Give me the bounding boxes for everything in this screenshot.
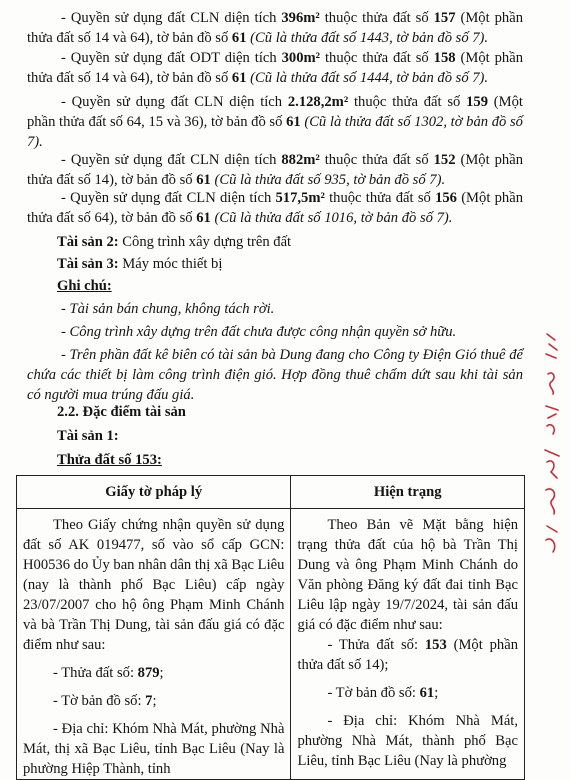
legal-status-table xyxy=(16,475,525,780)
status-parcel-line xyxy=(297,635,518,675)
right-map: 61 xyxy=(286,114,301,130)
right-text: thuộc thửa đất số xyxy=(319,10,434,26)
legal-map-line: - Tờ bản đồ số: 7; xyxy=(53,693,157,709)
section-title xyxy=(57,402,186,422)
right-text: - Quyền sử dụng đất CLN diện tích xyxy=(61,190,276,206)
asset-2-line xyxy=(57,232,291,252)
right-parcel: 156 xyxy=(435,190,457,206)
right-text: thuộc thửa đất số xyxy=(348,94,467,110)
right-text: thuộc thửa đất số xyxy=(324,190,436,206)
right-note: (Cũ là thửa đất số 1443, tờ bản đồ số 7). xyxy=(246,30,489,46)
red-stamp-mark xyxy=(541,330,563,556)
right-text: (Một phần thửa đất số 64, 15 và 36), tờ bản đồ số xyxy=(27,94,523,130)
table-row xyxy=(17,509,525,780)
right-text: thuộc thửa đất số xyxy=(319,152,434,168)
legal-map-label: - Tờ bản đồ số: xyxy=(53,693,146,709)
right-area: 396m² xyxy=(281,10,320,26)
right-area: 300m² xyxy=(281,50,321,66)
parcel-heading xyxy=(57,450,162,470)
column-header-current-status: Hiện trạng xyxy=(291,476,525,509)
right-text: thuộc thửa đất số xyxy=(320,50,434,66)
parcel-heading-text: Thửa đất số 153: xyxy=(57,452,162,468)
right-note: (Cũ là thửa đất số 1444, tờ bản đồ số 7). xyxy=(246,70,489,86)
right-text: - Quyền sử dụng đất CLN diện tích xyxy=(61,152,282,168)
right-text: (Một phần thửa đất số 14), tờ bản đồ số xyxy=(27,152,523,188)
right-parcel: 158 xyxy=(433,50,456,66)
current-status-cell xyxy=(291,509,525,780)
right-map: 61 xyxy=(231,30,247,46)
right-parcel: 157 xyxy=(433,10,456,26)
status-parcel-note: (Một phần thửa đất số 14); xyxy=(297,637,518,673)
right-note: (Cũ là thửa đất số 1016, tờ bản đồ số 7). xyxy=(210,210,453,226)
right-text: - Quyền sử dụng đất CLN diện tích xyxy=(61,94,288,110)
legal-documents-cell xyxy=(17,509,291,780)
right-map: 61 xyxy=(196,210,211,226)
status-map-value: 61 xyxy=(419,685,435,701)
right-note: (Cũ là thửa đất số 1302, tờ bản đồ số 7). xyxy=(27,114,523,150)
asset-1-heading xyxy=(57,426,119,446)
note-text: - Trên phần đất kê biên có tài sản bà Dung đang cho Công ty Điện Gió thuê để chứa các thiết bị làm công trình điện gió. Hợp đồng thuê chấm dứt sau khi tài sản có người mua trúng đấu giá. xyxy=(27,347,523,403)
right-text: - Quyền sử dụng đất ODT diện tích xyxy=(61,50,282,66)
right-text: (Một phần thửa đất số 14 và 64), tờ bản đồ số xyxy=(27,10,523,46)
land-right-item xyxy=(27,8,523,48)
note-item xyxy=(27,299,523,319)
note-item xyxy=(27,345,523,405)
status-map-label: - Tờ bản đồ số: xyxy=(327,685,420,701)
status-parcel-label: - Thửa đất số: xyxy=(327,637,425,653)
note-text: - Công trình xây dựng trên đất chưa được công nhận quyền sở hữu. xyxy=(61,324,457,340)
right-area: 882m² xyxy=(281,152,320,168)
asset-2-label: Tài sản 2: xyxy=(57,234,119,250)
legal-intro: Theo Giấy chứng nhận quyền sử dụng đất số AK 019477, số vào sổ cấp GCN: H00536 do Ủy ban nhân dân thị xã Bạc Liêu (nay là thành phố Bạc Liêu) cấp ngày 23/07/2007 cho hộ ông Phạm Minh Chánh và bà Trần Thị Dung, tài sản đấu giá có đặc điểm như sau: xyxy=(23,517,285,653)
note-item xyxy=(27,322,523,342)
land-right-item xyxy=(27,48,523,88)
land-right-item xyxy=(27,188,523,228)
right-area: 2.128,2m² xyxy=(287,94,349,110)
right-map: 61 xyxy=(196,172,211,188)
notes-heading xyxy=(57,276,112,296)
section-title-text: 2.2. Đặc điểm tài sản xyxy=(57,404,186,420)
legal-parcel-line: - Thửa đất số: 879; xyxy=(53,665,164,681)
right-map: 61 xyxy=(231,70,247,86)
legal-address: - Địa chỉ: Khóm Nhà Mát, phường Nhà Mát, thị xã Bạc Liêu, tỉnh Bạc Liêu (Nay là phường Hiệp Thành, tỉnh xyxy=(23,721,285,777)
legal-parcel-label: - Thửa đất số: xyxy=(53,665,138,681)
status-map-line: - Tờ bản đồ số: 61; xyxy=(327,685,439,701)
asset-3-text: Máy móc thiết bị xyxy=(118,256,223,272)
land-right-item xyxy=(27,150,523,190)
status-intro: Theo Bản vẽ Mặt bằng hiện trạng thửa đất của hộ bà Trần Thị Dung và ông Phạm Minh Chánh do Văn phòng Đăng ký đất đai tỉnh Bạc Liêu lập ngày 19/7/2024, tài sản đấu giá có đặc điểm như sau: xyxy=(297,517,518,633)
legal-parcel-value: 879 xyxy=(137,665,160,681)
land-right-item xyxy=(27,92,523,152)
status-address: - Địa chỉ: Khóm Nhà Mát, phường Nhà Mát, thành phố Bạc Liêu, tỉnh Bạc Liêu (Nay là phường xyxy=(297,713,518,769)
asset-3-line xyxy=(57,254,222,274)
notes-heading-text: Ghi chú: xyxy=(57,278,112,294)
asset-2-text: Công trình xây dựng trên đất xyxy=(118,234,292,250)
asset-3-label: Tài sản 3: xyxy=(57,256,119,272)
right-area: 517,5m² xyxy=(275,190,325,206)
legal-map-value: 7 xyxy=(145,693,153,709)
table-header-row xyxy=(17,476,525,509)
right-parcel: 152 xyxy=(433,152,456,168)
right-note: (Cũ là thửa đất số 935, tờ bản đồ số 7). xyxy=(210,172,446,188)
right-text: (Một phần thửa đất số 14 và 64), tờ bản đồ số xyxy=(27,50,523,86)
note-text: - Tài sản bán chung, không tách rời. xyxy=(61,301,275,317)
asset-1-label: Tài sản 1: xyxy=(57,428,119,444)
column-header-legal-documents: Giấy tờ pháp lý xyxy=(17,476,291,509)
status-parcel-value: 153 xyxy=(424,637,447,653)
right-text: (Một phần thửa đất số 64), tờ bản đồ số xyxy=(27,190,523,226)
right-text: - Quyền sử dụng đất CLN diện tích xyxy=(61,10,282,26)
right-parcel: 159 xyxy=(466,94,488,110)
